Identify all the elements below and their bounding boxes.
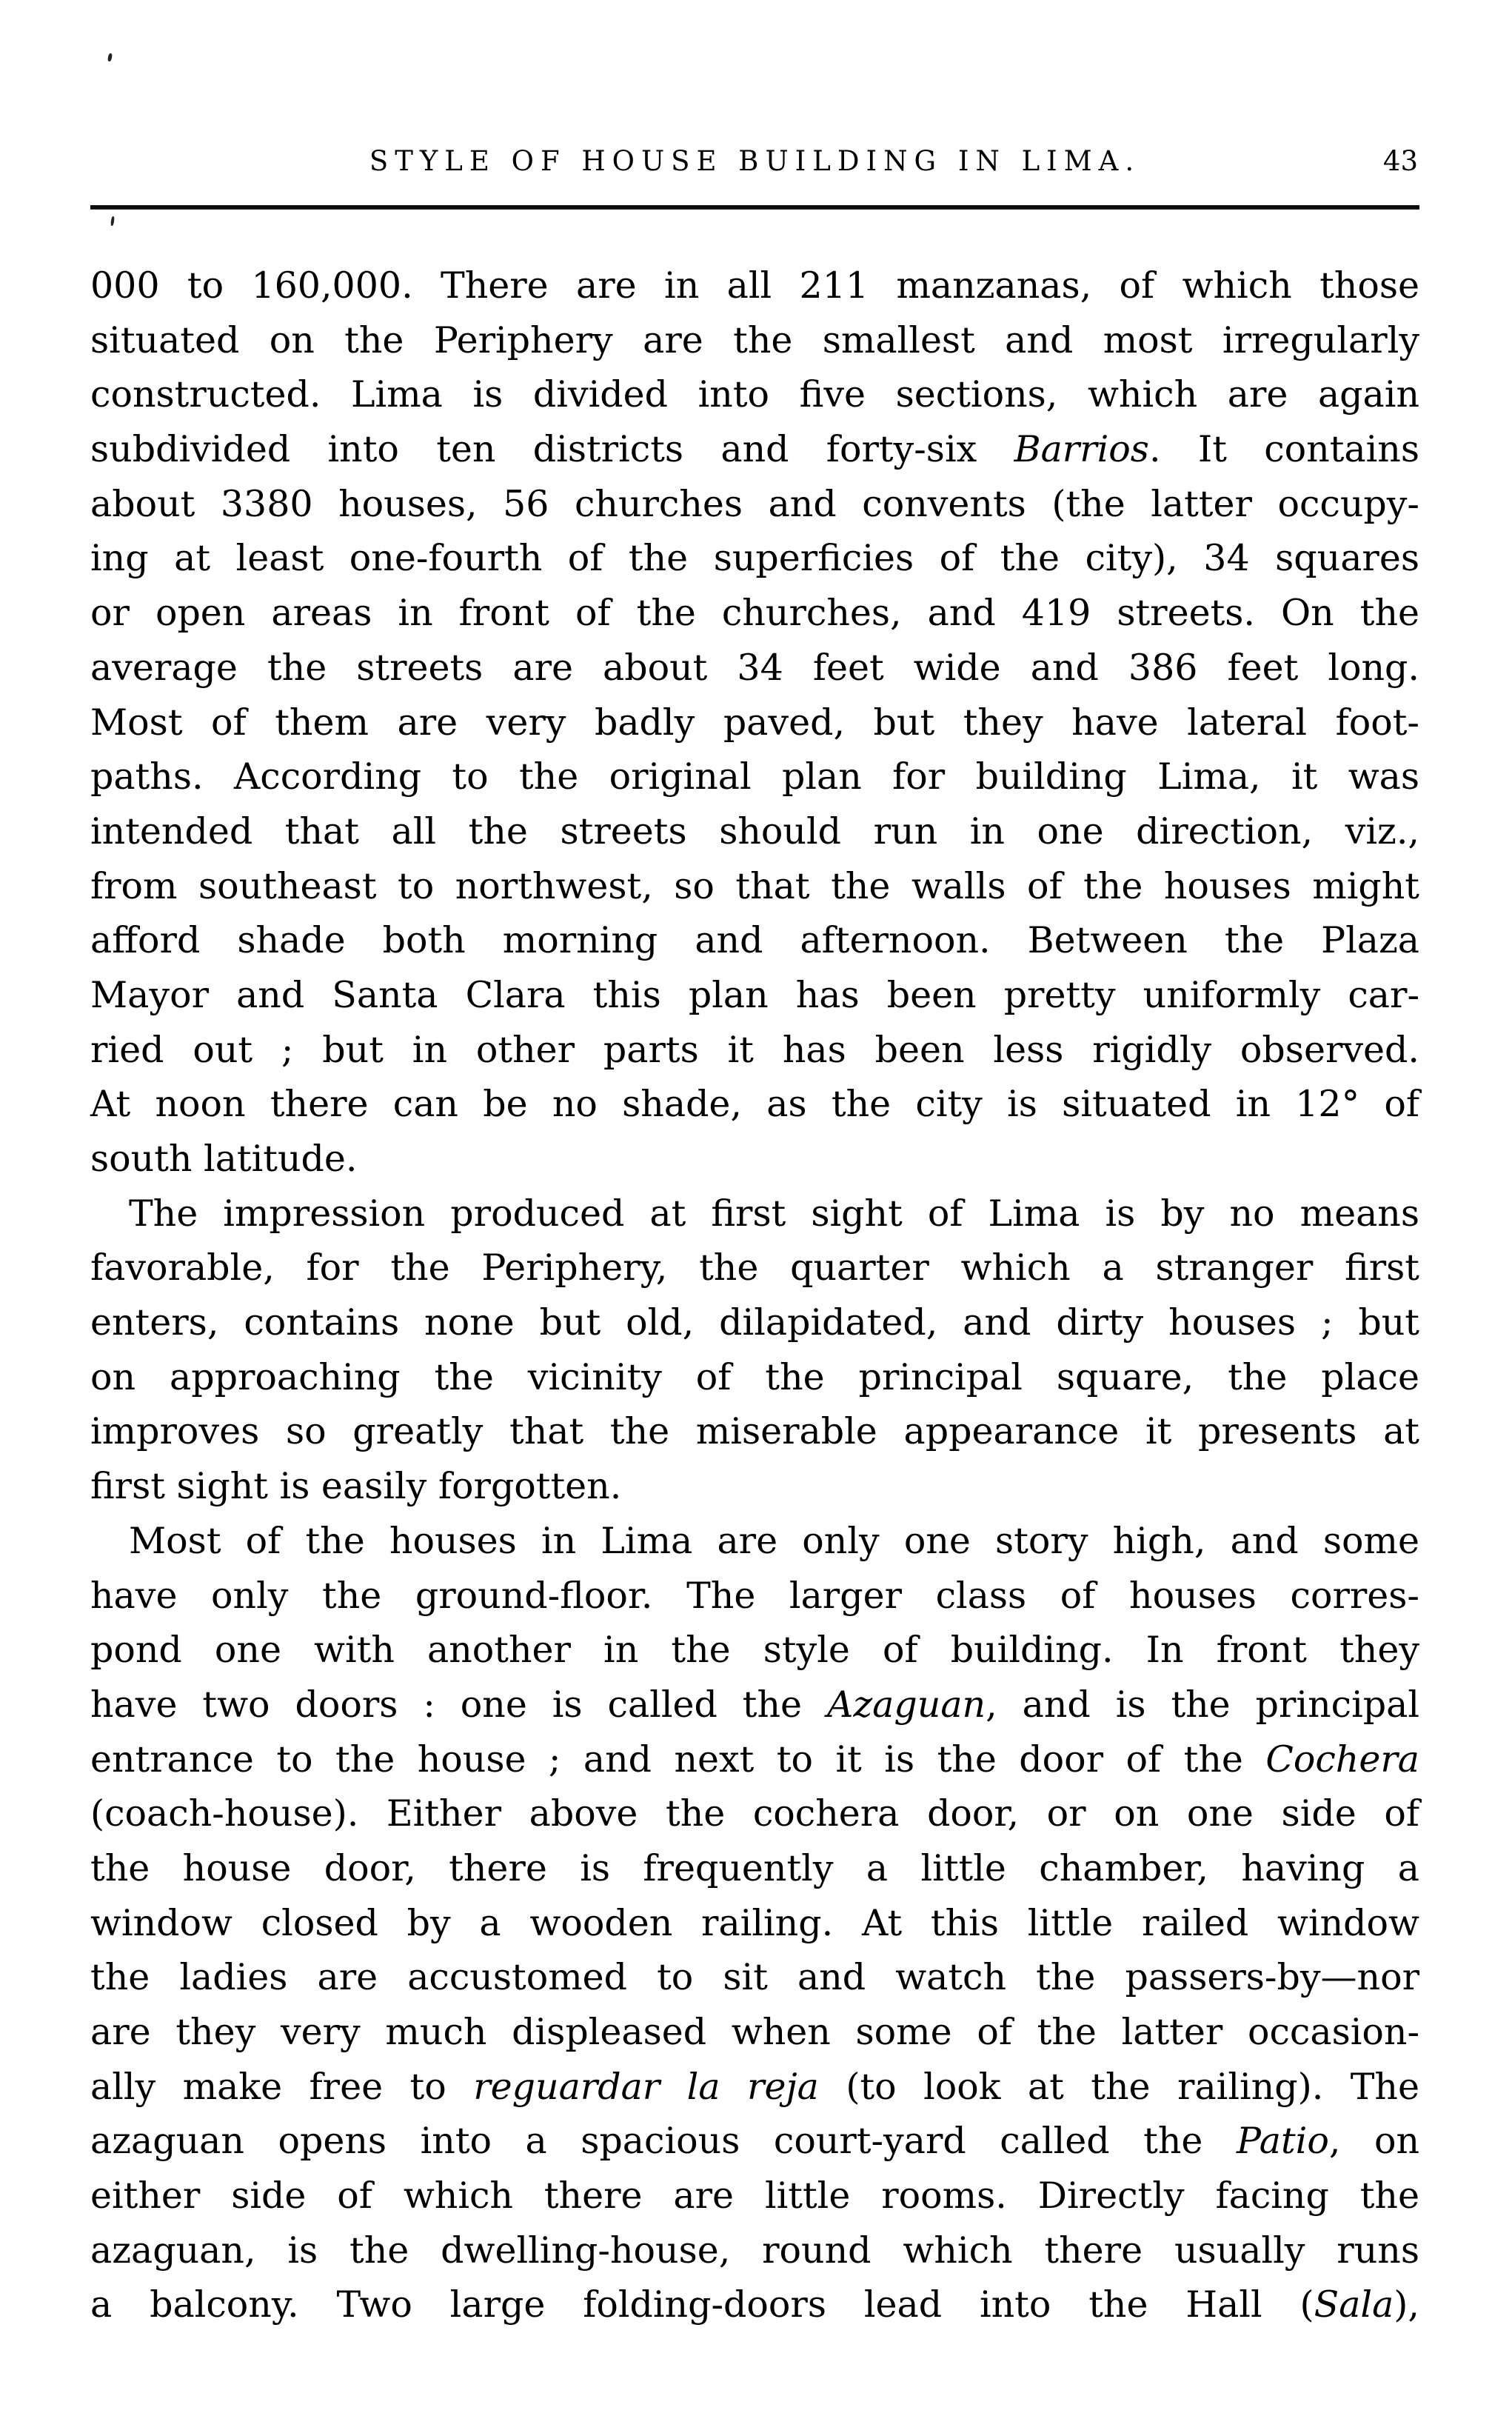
- italic-text-run: reguardar la reja: [473, 2065, 819, 2108]
- text-line: [90, 1786, 1419, 1841]
- text-run: the ladies are accustomed to sit and watch the passers-by—nor: [90, 1956, 1419, 1999]
- text-run: window closed by a wooden railing. At this little railed window: [90, 1901, 1419, 1944]
- text-line: [90, 695, 1419, 750]
- text-line: [90, 1732, 1419, 1787]
- text-run: Mayor and Santa Clara this plan has been pretty uniformly car-: [90, 973, 1419, 1016]
- text-run: south latitude.: [90, 1138, 358, 1180]
- text-run: are they very much displeased when some of the latter occasion-: [90, 2011, 1419, 2053]
- text-line: [90, 1132, 1419, 1187]
- text-run: entrance to the house ; and next to it is the door of the: [90, 1738, 1266, 1781]
- text-line: [90, 1241, 1419, 1295]
- text-line: [90, 258, 1419, 313]
- text-line: [90, 804, 1419, 859]
- text-run: subdivided into ten districts and forty-six: [90, 428, 1014, 471]
- text-run: (to look at the railing). The: [818, 2065, 1419, 2108]
- text-run: 000 to 160,000. There are in all 211 manzanas, of which those: [90, 264, 1419, 307]
- text-run: . It contains: [1148, 428, 1419, 471]
- text-line: [90, 859, 1419, 914]
- text-line: [90, 2223, 1419, 2278]
- text-run: ally make free to: [90, 2065, 474, 2108]
- text-line: [90, 2169, 1419, 2223]
- paragraph: [90, 258, 1419, 1187]
- text-run: favorable, for the Periphery, the quarter which a stranger first: [90, 1247, 1419, 1289]
- text-run: At noon there can be no shade, as the city is situated in 12° of: [90, 1083, 1419, 1126]
- text-line: [90, 1404, 1419, 1459]
- italic-text-run: Cochera: [1265, 1738, 1419, 1781]
- text-run: on approaching the vicinity of the principal square, the place: [90, 1355, 1419, 1398]
- text-line: [90, 750, 1419, 804]
- text-run: , and is the principal: [986, 1683, 1420, 1726]
- paragraph: [90, 1187, 1419, 1514]
- text-run: pond one with another in the style of building. In front they: [90, 1629, 1419, 1672]
- text-line: [90, 586, 1419, 641]
- text-line: [90, 1077, 1419, 1132]
- text-run: intended that all the streets should run in one direction, viz.,: [90, 810, 1419, 852]
- text-line: [90, 1841, 1419, 1896]
- text-line: [90, 1623, 1419, 1678]
- text-run: have only the ground-floor. The larger class of houses corres-: [90, 1574, 1419, 1617]
- italic-text-run: Patio: [1236, 2120, 1329, 2163]
- text-run: improves so greatly that the miserable appearance it presents at: [90, 1410, 1419, 1453]
- text-line: [90, 367, 1419, 422]
- text-line: [90, 1514, 1419, 1569]
- text-run: first sight is easily forgotten.: [90, 1465, 622, 1508]
- italic-text-run: Azaguan: [826, 1683, 986, 1726]
- text-run: either side of which there are little rooms. Directly facing the: [90, 2175, 1419, 2218]
- text-line: [90, 1896, 1419, 1951]
- text-run: the house door, there is frequently a little chamber, having a: [90, 1846, 1419, 1889]
- text-run: ried out ; but in other parts it has been less rigidly observed.: [90, 1028, 1419, 1071]
- running-header: [90, 145, 1419, 178]
- text-run: have two doors : one is called the: [90, 1683, 827, 1726]
- text-run: from southeast to northwest, so that the walls of the houses might: [90, 864, 1419, 907]
- text-line: [90, 2005, 1419, 2060]
- text-line: [90, 477, 1419, 532]
- text-run: or open areas in front of the churches, and 419 streets. On the: [90, 592, 1419, 635]
- text-line: [90, 1023, 1419, 1078]
- scan-artifact-speck: [110, 216, 115, 226]
- page-body: [90, 258, 1419, 2332]
- text-run: average the streets are about 34 feet wide and 386 feet long.: [90, 646, 1419, 689]
- text-line: [90, 2060, 1419, 2115]
- text-line: [90, 2114, 1419, 2169]
- text-run: about 3380 houses, 56 churches and convents (the latter occupy-: [90, 482, 1419, 525]
- text-run: situated on the Periphery are the smallest and most irregularly: [90, 318, 1419, 361]
- text-run: Most of them are very badly paved, but they have lateral foot-: [90, 701, 1419, 744]
- text-line: [90, 1950, 1419, 2005]
- text-line: [90, 1187, 1419, 1241]
- text-run: azaguan opens into a spacious court-yard called the: [90, 2120, 1237, 2163]
- text-line: [90, 313, 1419, 368]
- text-line: [90, 1678, 1419, 1732]
- text-run: Most of the houses in Lima are only one story high, and some: [129, 1519, 1419, 1562]
- text-run: paths. According to the original plan for building Lima, it was: [90, 755, 1419, 798]
- text-line: [90, 1350, 1419, 1405]
- page-number: 43: [1382, 145, 1418, 177]
- text-line: [90, 641, 1419, 695]
- italic-text-run: Sala: [1314, 2283, 1394, 2326]
- text-line: [90, 1459, 1419, 1514]
- text-run: ing at least one-fourth of the superficies of the city), 34 squares: [90, 537, 1419, 580]
- text-run: afford shade both morning and afternoon. Between the Plaza: [90, 919, 1419, 962]
- scan-artifact-speck: [107, 53, 113, 62]
- paragraph: [90, 1514, 1419, 2332]
- text-run: azaguan, is the dwelling-house, round which there usually runs: [90, 2229, 1419, 2272]
- text-run: constructed. Lima is divided into five sections, which are again: [90, 373, 1419, 416]
- text-run: ),: [1394, 2283, 1419, 2326]
- text-line: [90, 422, 1419, 477]
- text-line: [90, 2278, 1419, 2332]
- text-run: The impression produced at first sight of Lima is by no means: [129, 1192, 1419, 1235]
- header-rule-divider: [90, 205, 1419, 210]
- text-line: [90, 913, 1419, 968]
- text-line: [90, 1569, 1419, 1624]
- text-run: (coach-house). Either above the cochera door, or on one side of: [90, 1792, 1419, 1835]
- text-run: enters, contains none but old, dilapidated, and dirty houses ; but: [90, 1301, 1419, 1344]
- page-title: STYLE OF HOUSE BUILDING IN LIMA.: [369, 145, 1141, 177]
- text-line: [90, 968, 1419, 1023]
- italic-text-run: Barrios: [1014, 428, 1149, 471]
- text-run: a balcony. Two large folding-doors lead into the Hall (: [90, 2283, 1314, 2326]
- text-line: [90, 1295, 1419, 1350]
- text-line: [90, 531, 1419, 586]
- text-run: , on: [1328, 2120, 1419, 2163]
